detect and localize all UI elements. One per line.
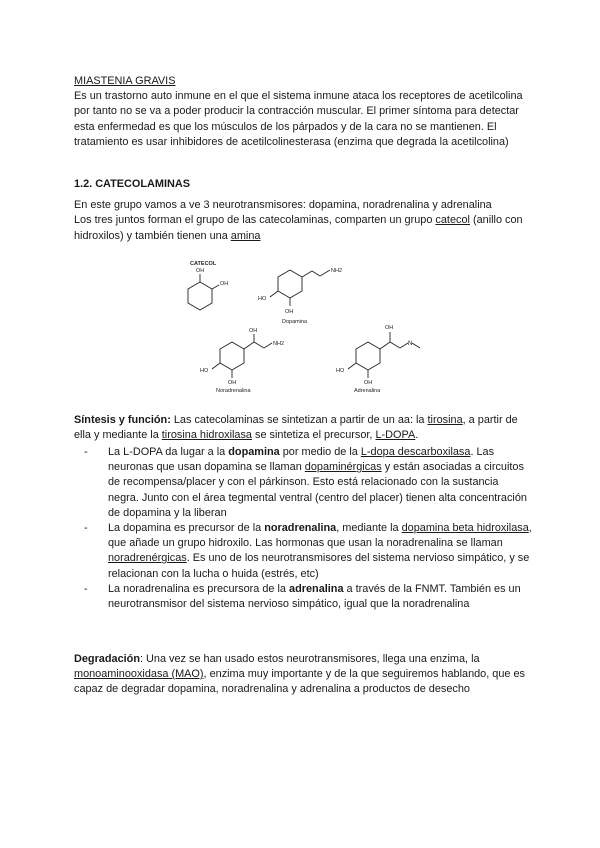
line2-text: Los tres juntos forman el grupo de las catecolaminas, comparten un grupo (74, 214, 436, 227)
epinephrine-oh: OH (364, 380, 373, 386)
myasthenia-title: MIASTENIA GRAVIS (74, 75, 176, 87)
epinephrine-ring (356, 342, 380, 370)
item2-text-d: . Es uno de los neurotransmisores del sistema nervioso simpático, y se relacionan con la lucha o huida (estrés, etc) (108, 552, 530, 580)
adrenalina-term: adrenalina (289, 582, 344, 595)
list-item (84, 582, 532, 612)
synthesis-text-3: se sintetiza el precursor, (251, 429, 376, 442)
dopamine-nh2: NH2 (331, 268, 343, 274)
item1-text-a: La L-DOPA da lugar a la (108, 446, 229, 458)
catecholamines-heading: 1.2. CATECOLAMINAS (74, 178, 190, 190)
tirosina-term: tirosina (427, 414, 463, 426)
catecol-label: CATECOL (190, 261, 217, 267)
item2-text-c: , que añade un grupo hidroxilo. Las hormonas que usan la noradrenalina se llaman (108, 522, 532, 550)
norepinephrine-ho: HO (200, 368, 209, 374)
epinephrine-label: Adrenalina (354, 388, 381, 392)
catecol-oh-1: OH (196, 268, 205, 274)
catecol-oh-2: OH (220, 281, 229, 287)
mao-term: monoaminooxidasa (MAO) (74, 668, 204, 681)
noradrenergicas-term: noradrenérgicas (108, 552, 187, 565)
dopaminergicas-term: dopaminérgicas (304, 461, 382, 474)
dopamine-ho: HO (258, 296, 267, 302)
myasthenia-body: Es un trastorno auto inmune en el que el sistema inmune ataca los receptores de acetilcolina por tanto no se va a poder producir la contracción muscular. El primer síntoma para detectar esta enfermedad es que los músculos de los párpados y de la cara no se mantienen. El tratamiento es usar inhibidores de acetilcolinesterasa (enzima que degrada la acetilcolina) (74, 90, 523, 148)
synthesis-text-1: Las catecolaminas se sintetizan a partir de un aa: la (170, 414, 428, 426)
item3-text-a: La noradrenalina es precursora de la (108, 582, 290, 595)
epinephrine-nh: N (408, 341, 413, 347)
norepinephrine-oh-side: OH (249, 328, 258, 334)
item1-text-c: . Las neuronas que usan dopamina se llaman (108, 446, 495, 474)
norepinephrine-nh2: NH2 (273, 341, 285, 347)
degradation-text-a: : Una vez se han usado estos neurotransmisores, llega una enzima, la (139, 653, 480, 665)
norepinephrine-label: Noradrenalina (216, 388, 251, 392)
catecholamine-structures-figure (172, 252, 552, 392)
dopamine-oh: OH (285, 309, 294, 315)
ldopa-descarboxilasa-term: L-dopa descarboxilasa (360, 446, 471, 458)
epinephrine-oh-side: OH (385, 325, 394, 331)
catecholamines-line2 (74, 213, 534, 243)
noradrenalina-term: noradrenalina (264, 522, 337, 535)
catecol-term: catecol (435, 214, 470, 227)
list-dash: - (84, 582, 88, 595)
catecol-ring (188, 282, 212, 310)
synthesis-intro (74, 413, 534, 443)
item1-text-d: y están asociadas a circuitos de recompensa/placer y con el párkinson. Esto está relacionado con la sustancia negra. Junto con el área tegmental ventral (centro del placer) tienen alta concentración de dopamina y la liberan (108, 461, 527, 519)
dopamine-label: Dopamina (282, 319, 308, 325)
dopamina-beta-hidroxilasa-term: dopamina beta hidroxilasa (401, 522, 529, 535)
degradation-label: Degradación (74, 653, 140, 665)
item2-text-b: , mediante la (336, 522, 402, 535)
list-item (84, 521, 532, 582)
tirosina-hidroxilasa-term: tirosina hidroxilasa (161, 429, 252, 442)
norepinephrine-ring (220, 342, 244, 370)
item2-text-a: La dopamina es precursor de la (108, 522, 265, 535)
degradation-section (74, 652, 534, 698)
synthesis-paragraph (74, 413, 534, 443)
list-dash: - (84, 522, 88, 535)
structures-svg (172, 252, 552, 392)
degradation-paragraph (74, 652, 534, 698)
synthesis-label: Síntesis y función: (74, 414, 171, 426)
dopamine-ring (278, 270, 302, 298)
degradation-text-b: , enzima muy importante y de la que seguiremos hablando, que es capaz de degradar dopamina, noradrenalina y adrenalina a productos de desecho (74, 668, 525, 696)
synthesis-list (84, 445, 532, 612)
myasthenia-section (74, 74, 534, 150)
catecholamines-line1: En este grupo vamos a ve 3 neurotransmisores: dopamina, noradrenalina y adrenalina (74, 199, 492, 212)
list-dash: - (84, 446, 88, 458)
ldopa-term: L-DOPA (375, 429, 416, 442)
synthesis-text-4: . (415, 429, 419, 442)
item1-text-b: por medio de la (279, 446, 361, 458)
item3-text-b: a través de la FNMT. También es un neurotransmisor del sistema nervioso simpático, igual que la noradrenalina (108, 582, 521, 611)
list-item (84, 445, 532, 521)
norepinephrine-oh: OH (228, 380, 237, 386)
line2-text-mid: (anillo con hidroxilos) y también tienen una (74, 214, 523, 242)
epinephrine-ho: HO (336, 368, 345, 374)
amina-term: amina (230, 229, 261, 242)
dopamina-term: dopamina (228, 446, 280, 458)
synthesis-text-2: , a partir de ella y mediante la (74, 414, 518, 442)
catecholamines-section (74, 177, 534, 244)
